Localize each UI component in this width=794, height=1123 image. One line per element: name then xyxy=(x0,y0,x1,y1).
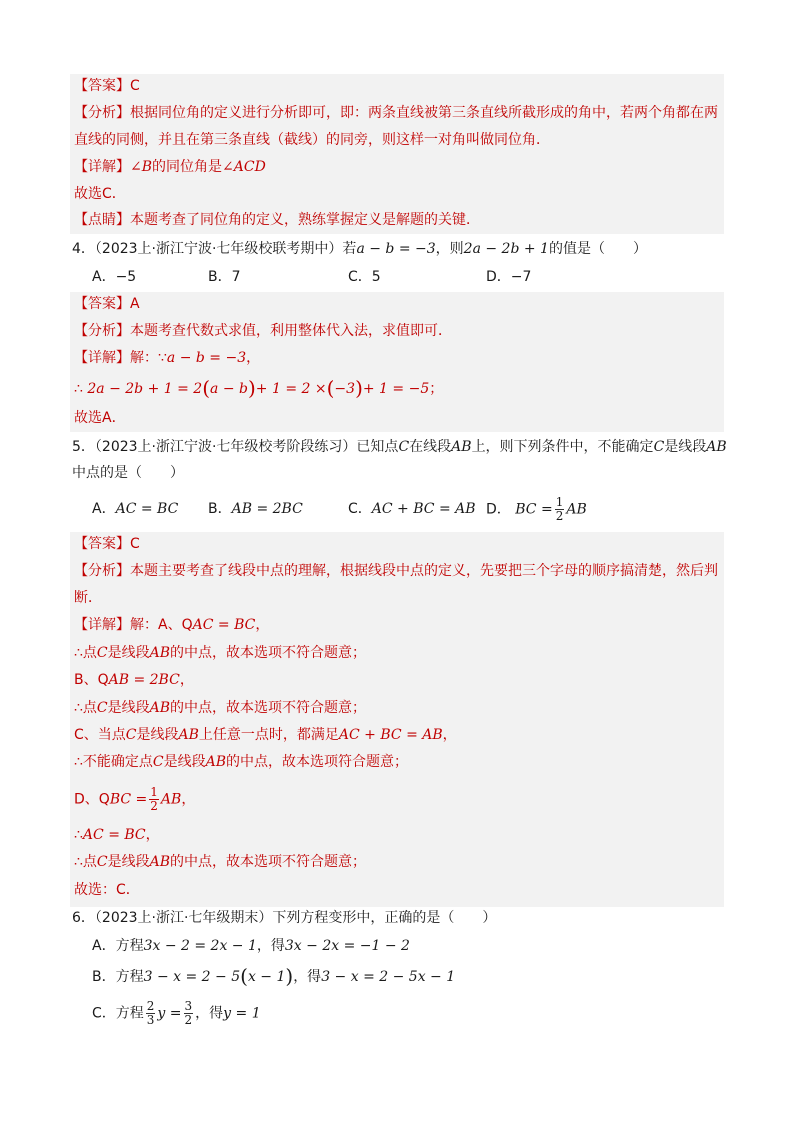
denominator: 3 xyxy=(146,1013,155,1027)
numerator: 3 xyxy=(184,999,193,1013)
punct: ， xyxy=(442,727,457,743)
choose-text: 故选 xyxy=(74,410,102,426)
option-text: A．方程 xyxy=(92,938,144,954)
detail-line xyxy=(74,752,408,772)
analysis-line-2: 直线的同侧，并且在第三条直线（截线）的同旁，则这样一对角叫做同位角． xyxy=(74,132,550,148)
angle-symbol: ∠ xyxy=(130,159,142,175)
analysis-label: 【分析】 xyxy=(74,105,130,121)
math-eq: 3x − 2x = −1 − 2 xyxy=(284,938,410,954)
answer-label: 【答案】 xyxy=(74,536,130,552)
math-c: C xyxy=(653,439,665,455)
math-ab: AB xyxy=(178,727,199,743)
answer-value: A xyxy=(130,296,140,312)
numerator: 1 xyxy=(150,785,158,799)
paren-close: ) xyxy=(247,376,256,400)
math-eq: 3 − x = 2 − 5x − 1 xyxy=(321,969,456,985)
analysis-line-2: 断． xyxy=(74,590,102,606)
detail-line xyxy=(74,786,195,813)
stem-text: 是线段 xyxy=(664,439,707,455)
choose-answer: A． xyxy=(102,410,126,426)
analysis-line xyxy=(74,103,718,123)
punct: ， xyxy=(246,350,261,366)
detail-line xyxy=(74,852,366,872)
math-eq: BC = xyxy=(109,791,148,808)
math-eq: AC = BC xyxy=(82,827,146,843)
numerator: 1 xyxy=(555,495,564,509)
option-d xyxy=(486,496,587,523)
paren-open: ( xyxy=(202,376,211,400)
math-ab: AB xyxy=(451,439,472,455)
stem-text: 的值是（ ） xyxy=(548,241,647,257)
comment-text: 本题考查了同位角的定义，熟练掌握定义是解题的关键． xyxy=(130,212,480,228)
math-expression: 2a − 2b + 1 xyxy=(463,241,549,257)
math-ab: AB xyxy=(205,754,227,770)
analysis-label: 【分析】 xyxy=(74,323,130,339)
stem-text: ，则 xyxy=(435,241,464,257)
detail-line xyxy=(74,157,266,177)
math-eq: x − 1 xyxy=(247,969,286,985)
choose-text: 故选 xyxy=(74,186,102,202)
option-a xyxy=(92,936,410,956)
therefore-symbol: ∴ xyxy=(74,645,83,661)
paren-close: ) xyxy=(285,964,294,988)
denominator: 2 xyxy=(150,799,158,813)
detail-text: 上任意一点时，都满足 xyxy=(198,727,339,743)
analysis-line xyxy=(74,561,718,581)
math-c: C xyxy=(125,727,137,743)
math-ab: AB xyxy=(149,854,171,870)
punct: ， xyxy=(255,617,270,633)
detail-line xyxy=(74,643,366,663)
question-6-stem: 6．（2023上·浙江·七年级期末）下列方程变形中，正确的是（ ） xyxy=(72,910,497,926)
choose-line xyxy=(74,184,126,204)
math-c: C xyxy=(398,439,410,455)
question-4-stem xyxy=(72,239,647,259)
math-ab: AB xyxy=(149,645,171,661)
detail-text: 是线段 xyxy=(107,700,150,716)
fraction xyxy=(149,786,159,813)
choose-line xyxy=(74,408,126,428)
detail-label: 【详解】 xyxy=(74,617,130,633)
analysis-text: 本题主要考查了线段中点的理解，根据线段中点的定义，先要把三个字母的顺序搞清楚，然后判 xyxy=(130,563,718,579)
calc-line xyxy=(74,378,443,399)
detail-line xyxy=(74,670,194,690)
analysis-text: 本题考查代数式求值，利用整体代入法，求值即可． xyxy=(130,323,452,339)
detail-text: C、当点 xyxy=(74,727,126,743)
option-letter: B． xyxy=(208,501,232,517)
option-c xyxy=(92,1000,261,1027)
math-eq: AC = BC xyxy=(192,617,256,633)
math-eq: y = xyxy=(157,1005,182,1022)
math-option: AC + BC = AB xyxy=(371,501,476,517)
detail-line xyxy=(74,825,160,845)
comment-label: 【点睛】 xyxy=(74,212,130,228)
detail-text: B、Q xyxy=(74,672,109,688)
option-c xyxy=(348,499,476,519)
detail-text: D、Q xyxy=(74,791,110,808)
paren-open: ( xyxy=(240,964,248,988)
stem-text: 上，则下列条件中，不能确定 xyxy=(471,439,654,455)
detail-text: 点 xyxy=(82,645,97,661)
detail-label: 【详解】 xyxy=(74,159,130,175)
option-c: C．5 xyxy=(348,269,381,285)
denominator: 2 xyxy=(184,1013,193,1027)
calc-part: + 1 = 2 × xyxy=(255,381,327,397)
question-5-stem xyxy=(72,437,727,457)
math-b: B xyxy=(141,159,153,175)
math-eq: AB = 2BC xyxy=(108,672,180,688)
fraction xyxy=(555,496,565,523)
math-given: a − b = −3 xyxy=(166,350,247,366)
math-eq: AC + BC = AB xyxy=(338,727,443,743)
detail-text: 的中点，故本选项不符合题意； xyxy=(170,700,367,716)
detail-label: 【详解】 xyxy=(74,350,130,366)
question-5-stem-2: 中点的是（ ） xyxy=(72,465,184,481)
option-text: ，得 xyxy=(256,938,285,954)
paren-close: ) xyxy=(355,376,363,400)
option-d: D．−7 xyxy=(486,269,532,285)
option-a xyxy=(92,499,178,519)
detail-text: 的同位角是 xyxy=(152,159,223,175)
analysis-line xyxy=(74,321,452,341)
option-letter: A． xyxy=(92,501,116,517)
detail-line xyxy=(74,348,260,368)
answer-label: 【答案】 xyxy=(74,296,130,312)
punct: ， xyxy=(145,827,160,843)
option-b: B．7 xyxy=(208,269,241,285)
paren-open: ( xyxy=(326,376,335,400)
option-letter: C． xyxy=(348,501,372,517)
option-text: C．方程 xyxy=(92,1005,144,1022)
detail-text: 解： xyxy=(130,350,158,366)
math-ab: AB xyxy=(706,439,727,455)
fraction xyxy=(146,1000,156,1027)
detail-text: 不能确定点 xyxy=(82,754,153,770)
detail-text: 是线段 xyxy=(163,754,206,770)
answer-value: C xyxy=(130,78,140,94)
detail-text: 的中点，故本选项不符合题意； xyxy=(170,854,367,870)
detail-text: 点 xyxy=(82,700,97,716)
detail-line xyxy=(74,615,269,635)
detail-text: 点 xyxy=(82,854,97,870)
detail-text: 是线段 xyxy=(136,727,179,743)
math-option: AB xyxy=(566,501,587,518)
calc-part: + 1 = −5 xyxy=(362,381,430,397)
stem-text: 4．（2023上·浙江宁波·七年级校联考期中）若 xyxy=(72,241,357,257)
fraction xyxy=(184,1000,194,1027)
math-eq: 3x − 2 = 2x − 1 xyxy=(143,938,257,954)
math-eq: AB xyxy=(160,791,182,808)
therefore-symbol: ∴ xyxy=(74,381,83,397)
option-text: ，得 xyxy=(195,1005,224,1022)
detail-text: 是线段 xyxy=(107,645,150,661)
analysis-label: 【分析】 xyxy=(74,563,130,579)
answer-line xyxy=(74,76,140,96)
solution-block-5 xyxy=(70,532,724,907)
answer-line xyxy=(74,294,140,314)
punct: ； xyxy=(429,381,444,397)
therefore-symbol: ∴ xyxy=(74,700,83,716)
choose-text: 故选： xyxy=(74,882,116,898)
math-c: C xyxy=(96,854,108,870)
choose-line xyxy=(74,880,140,900)
option-text: B．方程 xyxy=(92,969,144,985)
calc-part: 2a − 2b + 1 = 2 xyxy=(87,381,203,397)
math-acd: ACD xyxy=(233,159,266,175)
math-eq: y = 1 xyxy=(223,1005,261,1022)
punct: ， xyxy=(179,672,194,688)
option-text: ，得 xyxy=(293,969,322,985)
choose-answer: C． xyxy=(102,186,126,202)
math-condition: a − b = −3 xyxy=(356,241,436,257)
therefore-symbol: ∴ xyxy=(74,854,83,870)
option-b xyxy=(208,499,303,519)
answer-line xyxy=(74,534,140,554)
math-c: C xyxy=(96,645,108,661)
detail-text: 是线段 xyxy=(107,854,150,870)
calc-part: a − b xyxy=(210,381,248,397)
answer-label: 【答案】 xyxy=(74,78,130,94)
option-a: A．−5 xyxy=(92,269,137,285)
option-b xyxy=(92,966,455,987)
math-eq: 3 − x = 2 − 5 xyxy=(143,969,241,985)
therefore-symbol: ∴ xyxy=(74,754,83,770)
math-ab: AB xyxy=(149,700,171,716)
denominator: 2 xyxy=(555,509,564,523)
choose-answer: C． xyxy=(116,882,140,898)
therefore-symbol: ∴ xyxy=(74,827,83,843)
math-option: AB = 2BC xyxy=(231,501,303,517)
detail-text: 解：A、Q xyxy=(130,617,193,633)
math-c: C xyxy=(152,754,164,770)
math-option: AC = BC xyxy=(115,501,179,517)
angle-symbol: ∠ xyxy=(222,159,234,175)
option-letter: D． xyxy=(486,501,511,518)
stem-text: 在线段 xyxy=(409,439,452,455)
answer-value: C xyxy=(130,536,140,552)
detail-line xyxy=(74,698,366,718)
comment-line xyxy=(74,210,480,230)
detail-text: 的中点，故本选项符合题意； xyxy=(226,754,409,770)
calc-part: −3 xyxy=(334,381,356,397)
math-option: BC = xyxy=(515,501,553,518)
analysis-text: 根据同位角的定义进行分析即可，即：两条直线被第三条直线所截形成的角中，若两个角都在两 xyxy=(130,105,718,121)
stem-text: 5．（2023上·浙江宁波·七年级校考阶段练习）已知点 xyxy=(72,439,399,455)
because-symbol: ∵ xyxy=(158,350,167,366)
math-c: C xyxy=(96,700,108,716)
numerator: 2 xyxy=(146,999,155,1013)
math-calc xyxy=(87,376,430,400)
detail-text: 的中点，故本选项不符合题意； xyxy=(170,645,367,661)
detail-line xyxy=(74,725,457,745)
punct: ， xyxy=(181,791,196,808)
